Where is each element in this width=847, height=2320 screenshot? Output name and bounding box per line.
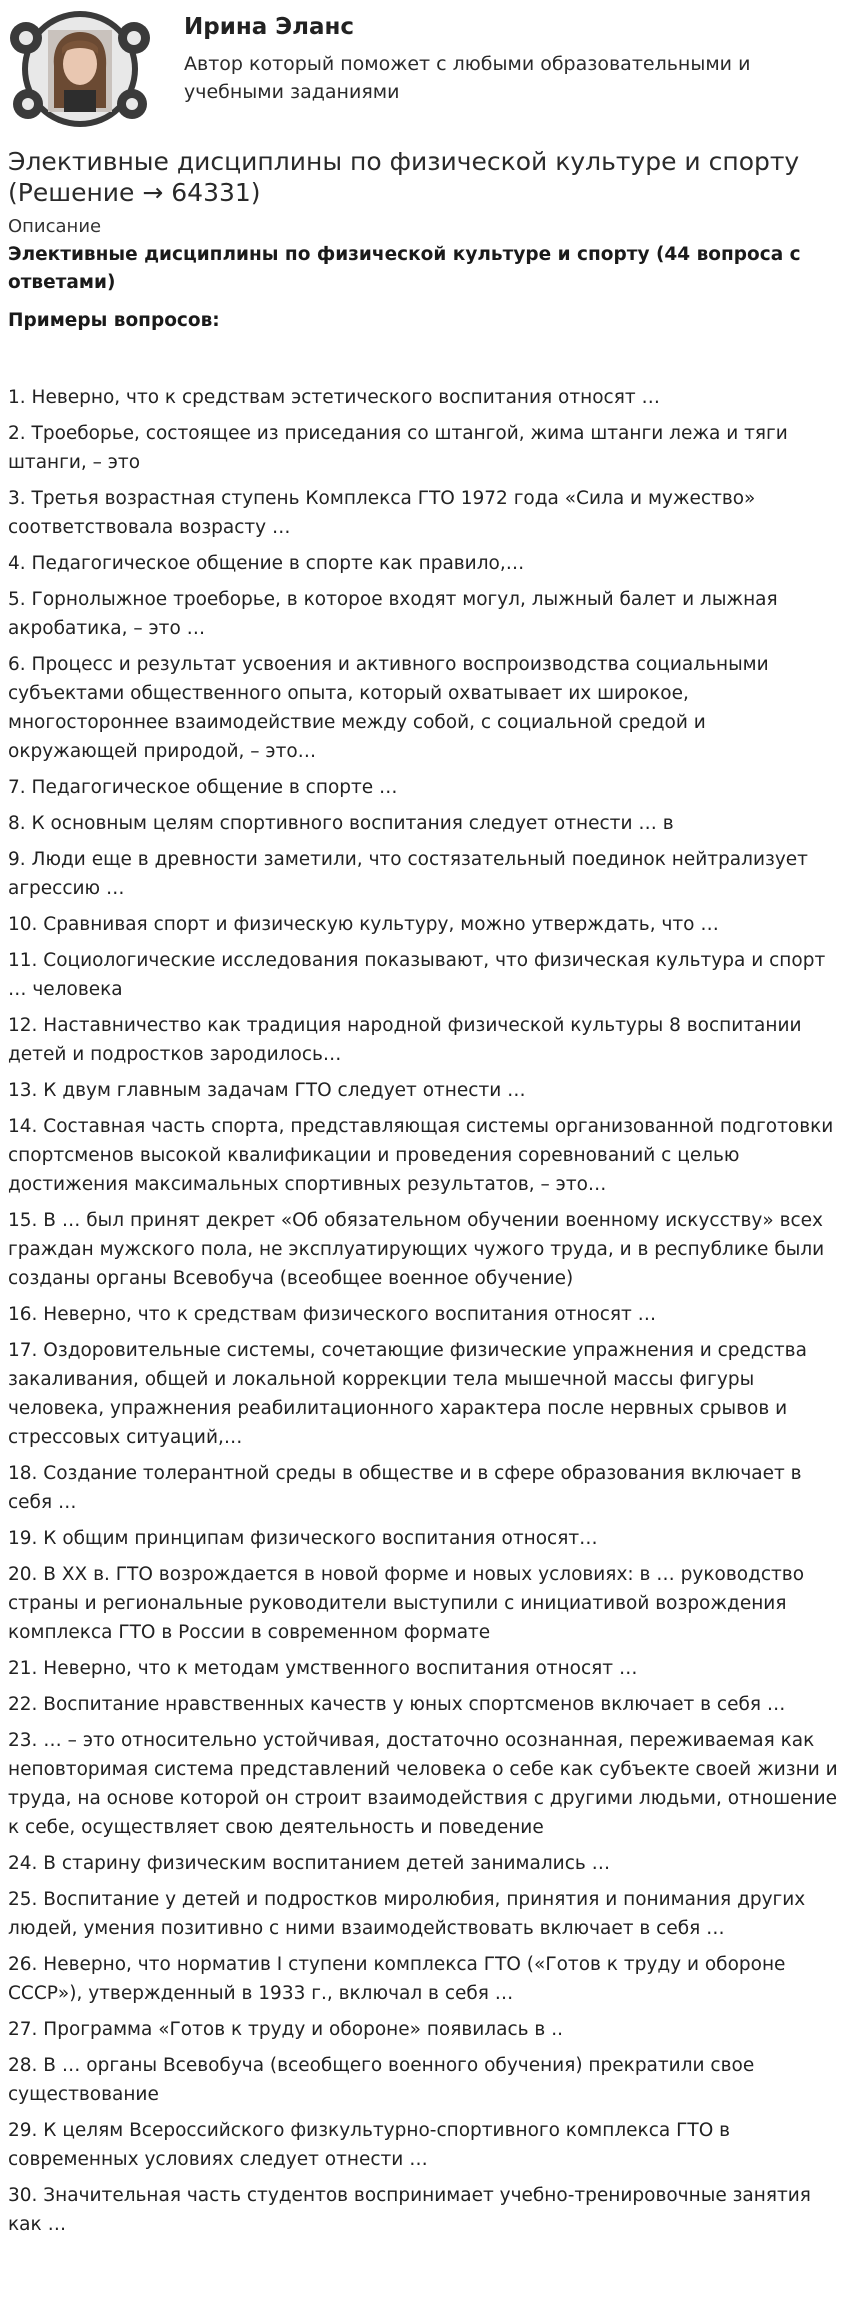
question-item: 16. Неверно, что к средствам физического воспитания относят … bbox=[8, 1304, 657, 1325]
question-item: 7. Педагогическое общение в спорте … bbox=[8, 777, 398, 798]
question-item: 8. К основным целям спортивного воспитания следует отнести … в bbox=[8, 813, 674, 834]
question-item: 28. В … органы Всевобуча (всеобщего военного обучения) прекратили свое существование bbox=[8, 2055, 755, 2105]
question-item: 11. Социологические исследования показывают, что физическая культура и спорт … человека bbox=[8, 950, 826, 1000]
question-item: 24. В старину физическим воспитанием детей занимались … bbox=[8, 1853, 611, 1874]
question-item: 26. Неверно, что норматив I ступени комплекса ГТО («Готов к труду и обороне СССР»), утвержденный в 1933 г., включал в себя … bbox=[8, 1954, 786, 2004]
question-item: 1. Неверно, что к средствам эстетического воспитания относят … bbox=[8, 387, 660, 408]
examples-label: Примеры вопросов: bbox=[8, 310, 220, 331]
author-name[interactable]: Ирина Эланс bbox=[184, 14, 355, 40]
question-item: 6. Процесс и результат усвоения и активного воспроизводства социальными субъектами общественного опыта, который охватывает их широкое, многостороннее взаимодействие между собой, с социальной средой и окружающей природой, – это… bbox=[8, 654, 769, 762]
question-item: 18. Создание толерантной среды в обществе и в сфере образования включает в себя … bbox=[8, 1463, 802, 1513]
question-item: 2. Троеборье, состоящее из приседания со штангой, жима штанги лежа и тяги штанги, – это bbox=[8, 423, 788, 473]
question-item: 29. К целям Всероссийского физкультурно-спортивного комплекса ГТО в современных условиях следует отнести … bbox=[8, 2120, 731, 2170]
question-item: 13. К двум главным задачам ГТО следует отнести … bbox=[8, 1080, 526, 1101]
question-item: 12. Наставничество как традиция народной физической культуры 8 воспитании детей и подростков зародилось… bbox=[8, 1015, 802, 1065]
question-item: 21. Неверно, что к методам умственного воспитания относят … bbox=[8, 1658, 638, 1679]
question-item: 30. Значительная часть студентов воспринимает учебно-тренировочные занятия как … bbox=[8, 2185, 811, 2235]
question-item: 14. Составная часть спорта, представляющая системы организованной подготовки спортсменов высокой квалификации и проведения соревнований с целью достижения максимальных спортивных результатов, – это… bbox=[8, 1116, 834, 1195]
author-card bbox=[0, 0, 847, 140]
question-item: 23. … – это относительно устойчивая, достаточно осознанная, переживаемая как неповторимая система представлений человека о себе как субъекте своей жизни и труда, на основе которой он строит взаимодействия с другими людьми, отношение к себе, осуществляет свою деятельность и поведение bbox=[8, 1730, 838, 1838]
question-item: 10. Сравнивая спорт и физическую культуру, можно утверждать, что … bbox=[8, 914, 719, 935]
question-item: 20. В XX в. ГТО возрождается в новой форме и новых условиях: в … руководство страны и региональные руководители выступили с инициативой возрождения комплекса ГТО в России в современном формате bbox=[8, 1564, 805, 1643]
question-item: 17. Оздоровительные системы, сочетающие физические упражнения и средства закаливания, общей и локальной коррекции тела мышечной массы фигуры человека, упражнения реабилитационного характера после нервных срывов и стрессовых ситуаций,… bbox=[8, 1340, 807, 1448]
question-item: 25. Воспитание у детей и подростков миролюбия, принятия и понимания других людей, умения позитивно с ними взаимодействовать включает в себя … bbox=[8, 1889, 806, 1939]
description-label: Описание bbox=[8, 216, 102, 237]
author-avatar[interactable] bbox=[6, 8, 154, 130]
question-item: 4. Педагогическое общение в спорте как правило,… bbox=[8, 553, 525, 574]
question-item: 9. Люди еще в древности заметили, что состязательный поединок нейтрализует агрессию … bbox=[8, 849, 808, 899]
work-title: Элективные дисциплины по физической культуре и спорту (Решение → 64331) bbox=[8, 147, 800, 207]
question-item: 27. Программа «Готов к труду и обороне» появилась в .. bbox=[8, 2019, 563, 2040]
questions-list bbox=[8, 383, 840, 2246]
question-item: 15. В … был принят декрет «Об обязательном обучении военному искусству» всех граждан мужского пола, не эксплуатирующих чужого труда, и в республике были созданы органы Всевобуча (всеобщее военное обучение) bbox=[8, 1210, 825, 1289]
question-item: 3. Третья возрастная ступень Комплекса ГТО 1972 года «Сила и мужество» соответствовала возрасту … bbox=[8, 488, 756, 538]
description-heading: Элективные дисциплины по физической культуре и спорту (44 вопроса с ответами) bbox=[8, 244, 801, 293]
question-item: 19. К общим принципам физического воспитания относят… bbox=[8, 1528, 598, 1549]
author-description: Автор который поможет с любыми образовательными и учебными заданиями bbox=[184, 53, 751, 103]
question-item: 22. Воспитание нравственных качеств у юных спортсменов включает в себя … bbox=[8, 1694, 786, 1715]
question-item: 5. Горнолыжное троеборье, в которое входят могул, лыжный балет и лыжная акробатика, – это … bbox=[8, 589, 778, 639]
